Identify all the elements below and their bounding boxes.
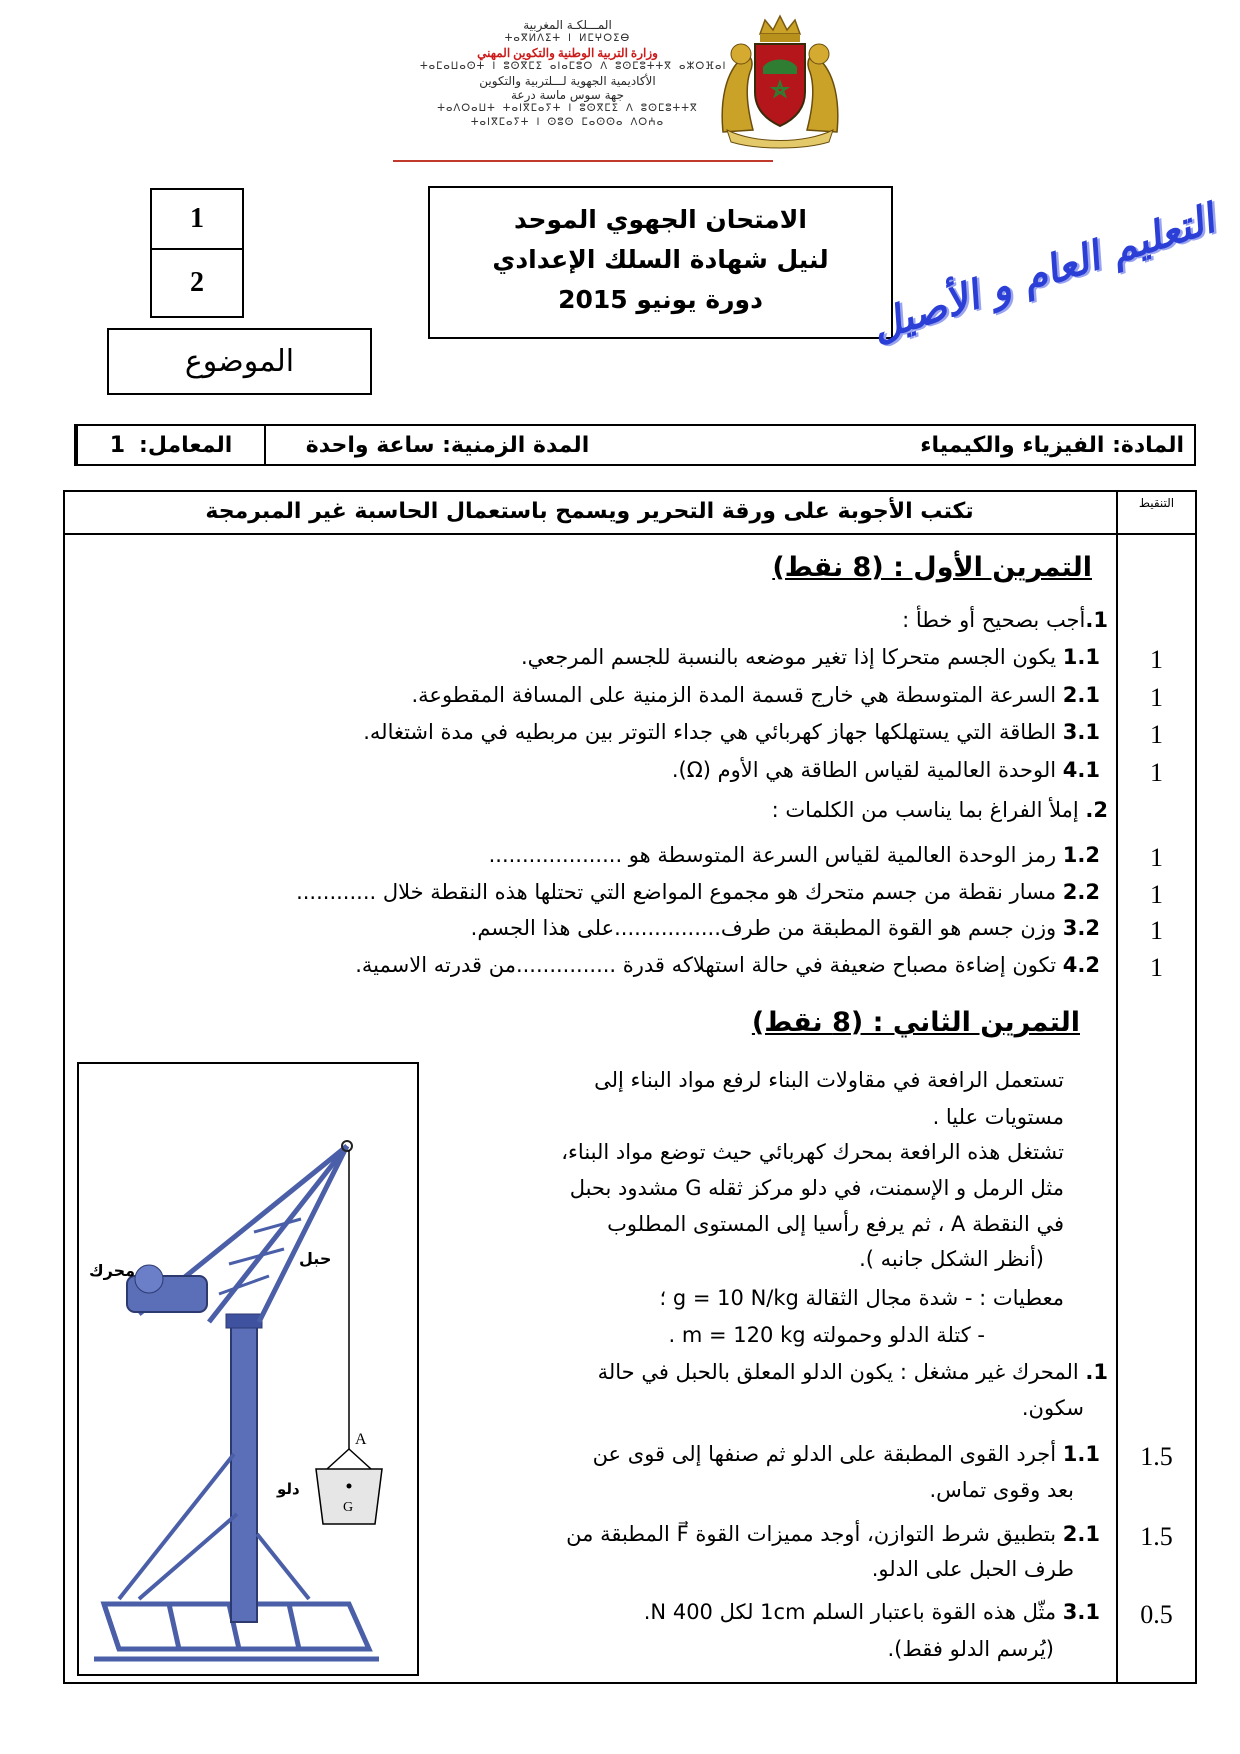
label-motor: محرك [89,1261,136,1280]
points-value: 1 [1150,683,1163,712]
exercise1-item [489,843,1100,867]
question-text: بتطبيق شرط التوازن، أوجد مميزات القوة F⃗ المطبقة من [566,1522,1057,1546]
exercise1-item [672,758,1100,782]
exercise2-paragraph-line: تستعمل الرافعة في مقاولات البناء لرفع مواد البناء إلى [594,1068,1064,1092]
exercise2-item [644,1600,1100,1624]
exercise1-q1-intro [902,608,1108,632]
exam-title-box [428,186,893,339]
coefficient-value: 1 [109,432,126,458]
exercise2-data-line: - كتلة الدلو وحمولته m = 120 kg . [668,1323,985,1347]
header-line: ⵜⴰⵎⴰⵡⴰⵙⵜ ⵏ ⵓⵙⴳⵎⵉ ⴰⵏⴰⵎⵓⵔ ⴷ ⵓⵙⵎⵓⵜⵜⴳ ⴰⵣⵔⴼⴰⵏ [420,61,727,72]
question-number: 1. [1085,608,1108,632]
exercise2-title: التمرين الثاني : (8 نقط) [751,1007,1080,1038]
subject-label-box: الموضوع [107,328,372,395]
crane-illustration [79,1064,417,1674]
exercise1-title: التمرين الأول : (8 نقط) [772,552,1092,583]
label-bucket: دلو [277,1480,300,1498]
exercise1-item [355,953,1100,977]
exercise2-data-line: معطيات : - شدة مجال الثقالة g = 10 N/kg ؛ [659,1286,1064,1310]
instructions: تكتب الأجوبة على ورقة التحرير ويسمح باستعمال الحاسبة غير المبرمجة [205,499,974,524]
question-number: 1. [1085,1360,1108,1384]
page-number-box-2: 2 [150,248,244,318]
header-line: ⵜⴰⵏⴳⵎⴰⵢⵜ ⵏ ⵙⵓⵙ ⵎⴰⵙⵙⴰ ⴷⵔⵄⴰ [470,117,665,128]
exam-title-line: الامتحان الجهوي الموحد [514,205,807,234]
points-value: 1.5 [1140,1442,1173,1471]
exercise1-item [363,720,1100,744]
question-text: مسار نقطة من جسم متحرك هو مجموع المواضع التي تحتلها هذه النقطة خلال ............ [296,880,1057,904]
track-label: التعليم العام و الأصيل [865,196,1221,351]
label-rope: حبل [299,1249,332,1268]
exercise1-item [521,645,1100,669]
points-value: 0.5 [1140,1600,1173,1629]
question-text: رمز الوحدة العالمية لقياس السرعة المتوسطة هو .................... [488,843,1057,867]
question-number: 2.1 [1062,1522,1100,1546]
duration-field: المدة الزمنية: ساعة واحدة [264,426,629,464]
header-divider [393,160,773,162]
exam-title-line: دورة يونيو 2015 [558,285,763,314]
exercise2-paragraph-line: مستويات عليا . [932,1105,1064,1129]
table-header-divider [63,533,1197,535]
question-text: يكون الجسم متحركا إذا تغير موضعه بالنسبة للجسم المرجعي. [520,645,1063,669]
label-point-g: G [343,1500,354,1515]
grading-column-label: التنقيط [1138,496,1175,510]
exercise2-paragraph-line: مثل الرمل و الإسمنت، في دلو مركز ثقله G مشدود بحبل [569,1176,1064,1200]
points-value: 1 [1150,953,1163,982]
exercise2-item-cont: طرف الحبل على الدلو. [871,1557,1074,1581]
exercise1-q2-intro [772,798,1108,822]
exercise1-item [411,683,1100,707]
points-value: 1 [1150,916,1163,945]
points-value: 1 [1150,880,1163,909]
question-number: 4.2 [1062,953,1100,977]
exam-title-line: لنيل شهادة السلك الإعدادي [492,245,829,274]
question-number: 4.1 [1062,758,1100,782]
label-point-a: A [355,1431,367,1448]
header-line: المـــلكـة المغربية [523,18,612,32]
exercise1-item [296,880,1100,904]
question-text: أجرد القوى المطبقة على الدلو ثم صنفها إلى قوى عن [592,1442,1063,1466]
header-line: وزارة التربية الوطنية والتكوين المهني [477,46,658,60]
question-text: السرعة المتوسطة هي خارج قسمة المدة الزمنية على المسافة المقطوعة. [411,683,1057,707]
question-number: 1.2 [1062,843,1100,867]
exercise2-paragraph-line: تشتغل هذه الرافعة بمحرك كهربائي حيث توضع مواد البناء، [561,1140,1064,1164]
header-line: ⵜⴰⴳⵍⴷⵉⵜ ⵏ ⵍⵎⵖⵔⵉⴱ [504,33,631,44]
points-value: 1.5 [1140,1522,1173,1551]
question-text: المحرك غير مشغل : يكون الدلو المعلق بالحبل في حالة [597,1360,1086,1384]
question-number: 2.1 [1062,683,1100,707]
coat-of-arms-icon [715,12,845,150]
crane-figure [77,1062,419,1676]
ministry-header [420,18,727,130]
question-text: الوحدة العالمية لقياس الطاقة هي الأوم (Ω). [671,758,1057,782]
points-value: 1 [1150,843,1163,872]
exercise2-item [566,1522,1100,1546]
subject-field: المادة: الفيزياء والكيمياء [920,432,1184,458]
exercise2-paragraph-line: (أنظر الشكل جانبه ). [859,1247,1044,1271]
exercise2-q1-cont: سكون. [1021,1396,1084,1420]
question-text: الطاقة التي يستهلكها جهاز كهربائي هي جداء التوتر بين مربطيه في مدة اشتغاله. [363,720,1057,744]
info-bar [74,424,1196,466]
question-number: 3.2 [1062,916,1100,940]
coefficient-field [76,426,264,464]
points-value: 1 [1150,758,1163,787]
exercise2-paragraph-line: في النقطة A ، ثم يرفع رأسيا إلى المستوى المطلوب [607,1212,1064,1236]
question-text: وزن جسم هو القوة المطبقة من طرف................على هذا الجسم. [470,916,1057,940]
question-text: إملأ الفراغ بما يناسب من الكلمات : [771,798,1086,822]
page-number-box-1: 1 [150,188,244,250]
question-number: 3.1 [1062,1600,1100,1624]
question-text: أجب بصحيح أو خطأ : [902,608,1086,632]
question-number: 2.2 [1062,880,1100,904]
points-value: 1 [1150,720,1163,749]
question-text: مثّل هذه القوة باعتبار السلم 1cm لكل 400 N. [643,1600,1057,1624]
header-line: جهة سوس ماسة درعة [510,88,625,102]
header-line: ⵜⴰⴷⵔⴰⵡⵜ ⵜⴰⵏⴳⵎⴰⵢⵜ ⵏ ⵓⵙⴳⵎⵉ ⴷ ⵓⵙⵎⵓⵜⵜⴳ [437,103,698,114]
question-number: 1.1 [1062,1442,1100,1466]
question-number: 2. [1085,798,1108,822]
points-value: 1 [1150,645,1163,674]
exercise2-item-cont: بعد وقوى تماس. [929,1478,1074,1502]
exercise2-item [593,1442,1100,1466]
exercise1-item [471,916,1100,940]
question-number: 3.1 [1062,720,1100,744]
exercise2-q1 [598,1360,1108,1384]
question-number: 1.1 [1062,645,1100,669]
exercise2-item-cont: (يُرسم الدلو فقط). [887,1637,1054,1661]
coefficient-label: المعامل: [139,432,233,458]
header-line: الأكاديمية الجهوية لـــلتربية والتكوين [479,74,656,88]
question-text: تكون إضاءة مصباح ضعيفة في حالة استهلاكه قدرة ...............من قدرته الاسمية. [355,953,1057,977]
